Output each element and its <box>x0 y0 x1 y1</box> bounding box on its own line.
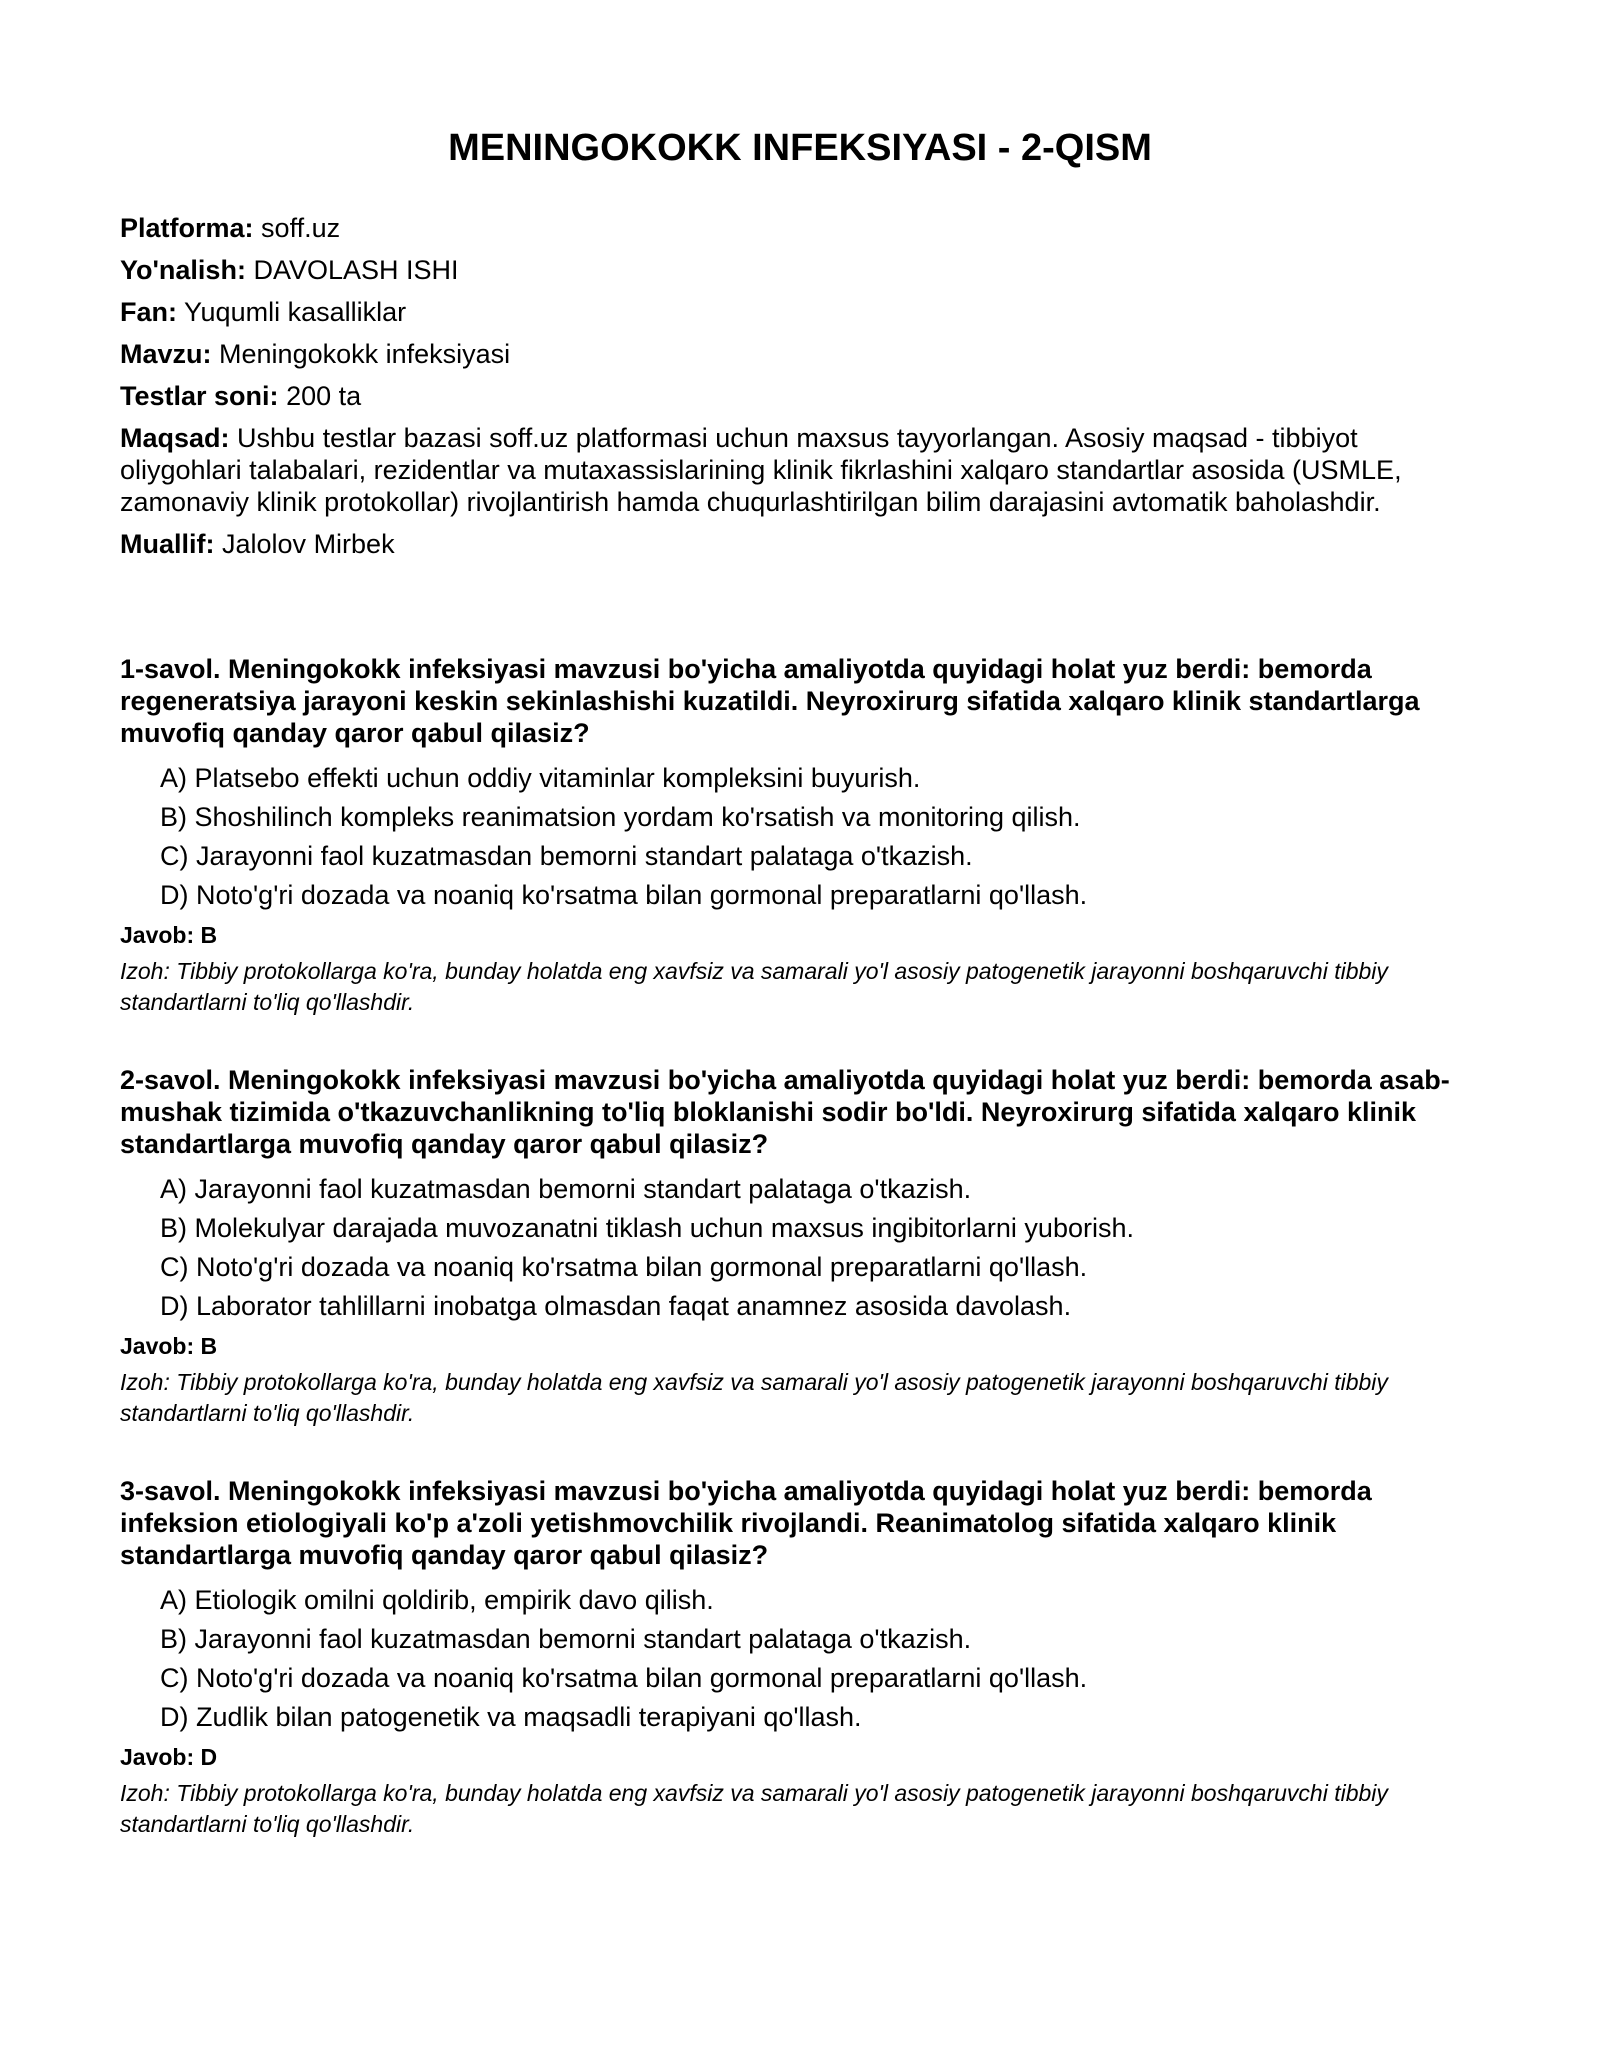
question-text: 2-savol. Meningokokk infeksiyasi mavzusi bo'yicha amaliyotda quyidagi holat yuz berdi: bemorda asab-mushak tizimida o'tkazuvchanlikning to'liq bloklanishi sodir bo'ldi. Neyroxirurg sifatida xalqaro klinik standartlarga muvofiq qanday qaror qabul qilasiz? <box>120 1065 1450 1159</box>
meta-test-count <box>120 380 1480 412</box>
section-spacer <box>120 570 1480 653</box>
meta-value: DAVOLASH ISHI <box>253 255 459 285</box>
option-d: D) Noto'g'ri dozada va noaniq ko'rsatma bilan gormonal preparatlarni qo'llash. <box>160 880 1088 910</box>
question-1 <box>120 653 1480 1018</box>
question-2 <box>120 1064 1480 1429</box>
explanation-note: Izoh: Tibbiy protokollarga ko'ra, bunday holatda eng xavfsiz va samarali yo'l asosiy patogenetik jarayonni boshqaruvchi tibbiy standartlarni to'liq qo'llashdir. <box>120 1780 1388 1837</box>
answer-options <box>120 1584 1480 1733</box>
meta-platform <box>120 212 1480 244</box>
answer-options <box>120 762 1480 911</box>
explanation-note: Izoh: Tibbiy protokollarga ko'ra, bunday holatda eng xavfsiz va samarali yo'l asosiy patogenetik jarayonni boshqaruvchi tibbiy standartlarni to'liq qo'llashdir. <box>120 1369 1388 1426</box>
question-text: 1-savol. Meningokokk infeksiyasi mavzusi bo'yicha amaliyotda quyidagi holat yuz berdi: bemorda regeneratsiya jarayoni keskin sekinlashishi kuzatildi. Neyroxirurg sifatida xalqaro klinik standartlarga muvofiq qanday qaror qabul qilasiz? <box>120 654 1420 748</box>
meta-direction <box>120 254 1480 286</box>
explanation-note: Izoh: Tibbiy protokollarga ko'ra, bunday holatda eng xavfsiz va samarali yo'l asosiy patogenetik jarayonni boshqaruvchi tibbiy standartlarni to'liq qo'llashdir. <box>120 958 1388 1015</box>
meta-goal <box>120 422 1480 518</box>
option-a: A) Jarayonni faol kuzatmasdan bemorni standart palataga o'tkazish. <box>160 1174 972 1204</box>
meta-label: Fan: <box>120 297 177 327</box>
meta-label: Testlar soni: <box>120 381 279 411</box>
meta-label: Yo'nalish: <box>120 255 246 285</box>
meta-topic <box>120 338 1480 370</box>
option-c: C) Noto'g'ri dozada va noaniq ko'rsatma bilan gormonal preparatlarni qo'llash. <box>160 1663 1088 1693</box>
option-b: B) Molekulyar darajada muvozanatni tiklash uchun maxsus ingibitorlarni yuborish. <box>160 1213 1134 1243</box>
meta-author <box>120 528 1480 560</box>
correct-answer: Javob: D <box>120 1744 218 1770</box>
correct-answer: Javob: B <box>120 922 218 948</box>
question-3 <box>120 1475 1480 1840</box>
meta-label: Platforma: <box>120 213 254 243</box>
question-text: 3-savol. Meningokokk infeksiyasi mavzusi bo'yicha amaliyotda quyidagi holat yuz berdi: bemorda infeksion etiologiyali ko'p a'zoli yetishmovchilik rivojlandi. Reanimatolog sifatida xalqaro klinik standartlarga muvofiq qanday qaror qabul qilasiz? <box>120 1476 1372 1570</box>
option-d: D) Laborator tahlillarni inobatga olmasdan faqat anamnez asosida davolash. <box>160 1291 1072 1321</box>
meta-label: Mavzu: <box>120 339 212 369</box>
meta-value: Ushbu testlar bazasi soff.uz platformasi uchun maxsus tayyorlangan. Asosiy maqsad - tibbiyot oliygohlari talabalari, rezidentlar va mutaxassislarining klinik fikrlashini xalqaro standartlar asosida (USMLE, zamonaviy klinik protokollar) rivojlantirish hamda chuqurlashtirilgan bilim darajasini avtomatik baholashdir. <box>120 423 1402 517</box>
meta-subject <box>120 296 1480 328</box>
answer-options <box>120 1173 1480 1322</box>
meta-section <box>120 212 1480 560</box>
meta-value: 200 ta <box>286 381 362 411</box>
option-c: C) Noto'g'ri dozada va noaniq ko'rsatma bilan gormonal preparatlarni qo'llash. <box>160 1252 1088 1282</box>
option-a: A) Platsebo effekti uchun oddiy vitaminlar kompleksini buyurish. <box>160 763 921 793</box>
meta-label: Muallif: <box>120 529 215 559</box>
option-d: D) Zudlik bilan patogenetik va maqsadli terapiyani qo'llash. <box>160 1702 862 1732</box>
option-b: B) Jarayonni faol kuzatmasdan bemorni standart palataga o'tkazish. <box>160 1624 972 1654</box>
page-title: MENINGOKOKK INFEKSIYASI - 2-QISM <box>448 127 1152 169</box>
option-a: A) Etiologik omilni qoldirib, empirik davo qilish. <box>160 1585 714 1615</box>
meta-label: Maqsad: <box>120 423 230 453</box>
meta-value: Jalolov Mirbek <box>222 529 395 559</box>
option-c: C) Jarayonni faol kuzatmasdan bemorni standart palataga o'tkazish. <box>160 841 973 871</box>
option-b: B) Shoshilinch kompleks reanimatsion yordam ko'rsatish va monitoring qilish. <box>160 802 1081 832</box>
meta-value: Yuqumli kasalliklar <box>184 297 407 327</box>
meta-value: soff.uz <box>261 213 341 243</box>
correct-answer: Javob: B <box>120 1333 218 1359</box>
meta-value: Meningokokk infeksiyasi <box>219 339 511 369</box>
